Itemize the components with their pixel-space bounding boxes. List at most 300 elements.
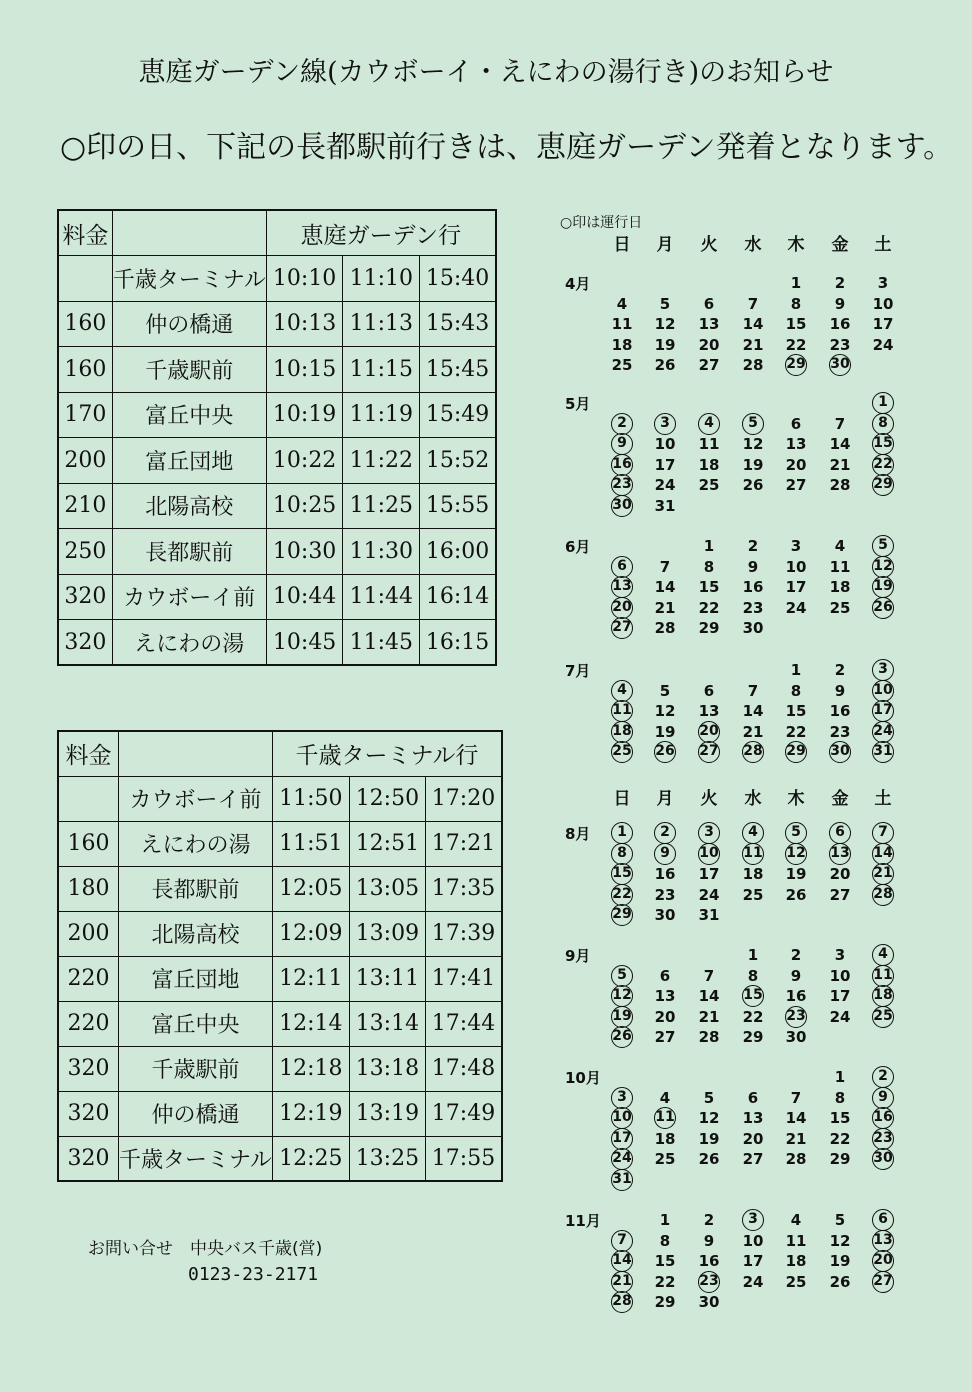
calendar-day: 24 xyxy=(654,476,676,494)
calendar-day-operating: 21 xyxy=(611,1271,633,1293)
calendar-day-operating: 3 xyxy=(611,1087,633,1109)
calendar-day: 2 xyxy=(790,946,802,964)
calendar-day-operating: 29 xyxy=(785,741,807,763)
calendar-day-operating: 19 xyxy=(872,576,894,598)
time-cell: 11:10 xyxy=(343,256,420,302)
calendar-day: 22 xyxy=(742,1007,764,1026)
calendar-day-operating: 15 xyxy=(872,433,894,455)
calendar-day-operating: 24 xyxy=(611,1148,633,1170)
time-cell: 17:21 xyxy=(426,821,502,866)
calendar-day-operating: 6 xyxy=(872,1209,894,1231)
calendar-day: 1 xyxy=(790,274,802,292)
fare-cell: 220 xyxy=(58,1001,119,1046)
fare-cell: 160 xyxy=(58,347,112,393)
calendar-day: 21 xyxy=(654,598,676,617)
time-cell: 11:45 xyxy=(343,620,420,666)
calendar-day: 18 xyxy=(654,1129,676,1148)
time-cell: 15:40 xyxy=(420,256,496,302)
calendar-day-operating: 10 xyxy=(611,1107,633,1129)
calendar-day: 7 xyxy=(834,414,846,433)
calendar-day: 5 xyxy=(834,1211,846,1229)
calendar-day: 13 xyxy=(785,435,807,453)
calendar-day-operating: 1 xyxy=(611,822,633,844)
calendar-day: 27 xyxy=(742,1150,764,1168)
calendar-day: 19 xyxy=(742,455,764,474)
calendar-day: 8 xyxy=(659,1231,671,1250)
calendar-day: 17 xyxy=(698,865,720,883)
calendar-day: 3 xyxy=(790,537,802,555)
calendar-day-operating: 12 xyxy=(872,556,894,578)
stop-cell: えにわの湯 xyxy=(119,821,273,866)
calendar-day-operating: 5 xyxy=(872,535,894,557)
calendar-day: 31 xyxy=(698,906,720,924)
calendar-day-operating: 3 xyxy=(654,413,676,435)
calendar-day: 15 xyxy=(698,578,720,596)
time-cell: 12:18 xyxy=(272,1046,349,1091)
time-cell: 11:19 xyxy=(343,392,420,438)
calendar-day: 19 xyxy=(654,722,676,741)
calendar-day: 5 xyxy=(659,681,671,700)
calendar-day-operating: 3 xyxy=(872,659,894,681)
calendar-day: 28 xyxy=(829,476,851,494)
calendar-day: 25 xyxy=(742,885,764,904)
month-label: 8月 xyxy=(565,825,591,843)
calendar-day-operating: 26 xyxy=(611,1026,633,1048)
calendar-day: 19 xyxy=(654,335,676,354)
calendar-day: 3 xyxy=(877,274,889,292)
calendar-day-operating: 13 xyxy=(611,576,633,598)
time-cell: 13:14 xyxy=(349,1001,425,1046)
weekday-label: 土 xyxy=(874,789,892,809)
calendar-day-operating: 22 xyxy=(611,884,633,906)
calendar-day-operating: 12 xyxy=(785,843,807,865)
calendar-day: 26 xyxy=(698,1150,720,1168)
page-title: 恵庭ガーデン線(カウボーイ・えにわの湯行き)のお知らせ xyxy=(138,57,834,88)
calendar-day-operating: 5 xyxy=(611,965,633,987)
calendar-day: 14 xyxy=(829,435,851,453)
calendar-day-operating: 6 xyxy=(829,822,851,844)
fare-header: 料金 xyxy=(58,731,119,776)
time-cell: 11:25 xyxy=(343,483,420,529)
time-cell: 10:22 xyxy=(266,438,343,484)
calendar-day: 6 xyxy=(703,294,715,313)
calendar-day-operating: 4 xyxy=(698,413,720,435)
calendar-day-operating: 30 xyxy=(829,741,851,763)
calendar-day-operating: 1 xyxy=(872,392,894,414)
calendar-day: 19 xyxy=(829,1252,851,1270)
calendar-day: 14 xyxy=(785,1109,807,1127)
time-cell: 11:51 xyxy=(272,821,349,866)
weekday-label: 金 xyxy=(831,789,849,809)
calendar-day: 15 xyxy=(785,315,807,333)
time-cell: 10:30 xyxy=(266,529,343,575)
fare-cell: 170 xyxy=(58,392,112,438)
calendar-day: 14 xyxy=(742,315,764,333)
calendar-day-operating: 2 xyxy=(654,822,676,844)
calendar-day: 28 xyxy=(742,356,764,374)
weekday-label: 月 xyxy=(656,235,674,255)
calendar-day-operating: 29 xyxy=(872,474,894,496)
calendar-day-operating: 14 xyxy=(872,843,894,865)
direction-header: 恵庭ガーデン行 xyxy=(266,210,496,256)
page-subtitle: ○印の日、下記の長都駅前行きは、恵庭ガーデン発着となります。 xyxy=(60,130,954,165)
time-cell: 10:25 xyxy=(266,483,343,529)
fare-cell: 180 xyxy=(58,866,119,911)
time-cell: 12:11 xyxy=(272,956,349,1001)
calendar-day-operating: 28 xyxy=(872,884,894,906)
calendar-day: 29 xyxy=(698,619,720,637)
calendar-day: 8 xyxy=(790,681,802,700)
time-cell: 17:39 xyxy=(426,911,502,956)
weekday-label: 日 xyxy=(613,789,631,809)
calendar-day: 26 xyxy=(785,885,807,904)
time-cell: 17:49 xyxy=(426,1091,502,1136)
month-label: 4月 xyxy=(565,275,591,293)
calendar-day-operating: 10 xyxy=(698,843,720,865)
calendar-day: 19 xyxy=(698,1129,720,1148)
calendar-day: 8 xyxy=(703,557,715,576)
calendar-day: 2 xyxy=(747,537,759,555)
calendar-day: 8 xyxy=(834,1088,846,1107)
time-cell: 10:45 xyxy=(266,620,343,666)
calendar-day: 16 xyxy=(785,987,807,1005)
weekday-label: 水 xyxy=(744,235,762,255)
calendar-day-operating: 18 xyxy=(872,985,894,1007)
stop-cell: カウボーイ前 xyxy=(119,776,273,821)
calendar-day: 29 xyxy=(829,1150,851,1168)
time-cell: 11:13 xyxy=(343,301,420,347)
calendar-day: 20 xyxy=(742,1129,764,1148)
calendar-day: 18 xyxy=(742,865,764,883)
calendar-day-operating: 27 xyxy=(611,617,633,639)
stop-cell: 千歳ターミナル xyxy=(119,1136,273,1181)
calendar-day: 1 xyxy=(790,661,802,679)
calendar-day: 20 xyxy=(698,335,720,354)
stop-cell: 長都駅前 xyxy=(119,866,273,911)
calendar-day: 22 xyxy=(785,335,807,354)
calendar-day: 9 xyxy=(790,966,802,985)
calendar-day: 23 xyxy=(742,598,764,617)
calendar-day: 17 xyxy=(872,315,894,333)
fare-cell: 210 xyxy=(58,483,112,529)
calendar-day: 6 xyxy=(747,1088,759,1107)
calendar-day: 28 xyxy=(785,1150,807,1168)
calendar-day: 31 xyxy=(654,496,676,515)
calendar-day-operating: 29 xyxy=(785,354,807,376)
calendar-day-operating: 23 xyxy=(611,474,633,496)
calendar-day: 15 xyxy=(654,1252,676,1270)
calendar-day: 22 xyxy=(654,1272,676,1291)
calendar-day-operating: 2 xyxy=(611,413,633,435)
calendar-day-operating: 12 xyxy=(611,985,633,1007)
calendar-day: 9 xyxy=(834,681,846,700)
stop-cell: 仲の橋通 xyxy=(112,301,266,347)
fare-cell: 160 xyxy=(58,301,112,347)
calendar-day-operating: 31 xyxy=(872,741,894,763)
calendar-day: 11 xyxy=(785,1231,807,1250)
calendar-day: 16 xyxy=(829,702,851,720)
calendar-day-operating: 26 xyxy=(872,597,894,619)
calendar-day-operating: 17 xyxy=(872,700,894,722)
stop-cell: 千歳駅前 xyxy=(119,1046,273,1091)
calendar-day-operating: 30 xyxy=(872,1148,894,1170)
calendar-day: 16 xyxy=(829,315,851,333)
calendar-day-operating: 9 xyxy=(654,843,676,865)
calendar-day-operating: 9 xyxy=(872,1087,894,1109)
calendar-day-operating: 17 xyxy=(611,1128,633,1150)
fare-cell: 250 xyxy=(58,529,112,575)
time-cell: 12:19 xyxy=(272,1091,349,1136)
time-cell: 12:25 xyxy=(272,1136,349,1181)
calendar-day-operating: 4 xyxy=(611,680,633,702)
time-cell: 13:19 xyxy=(349,1091,425,1136)
time-cell: 13:09 xyxy=(349,911,425,956)
month-label: 5月 xyxy=(565,395,591,413)
calendar-day: 24 xyxy=(872,335,894,354)
calendar-day-operating: 15 xyxy=(742,985,764,1007)
fare-cell: 320 xyxy=(58,1136,119,1181)
calendar-day: 16 xyxy=(698,1252,720,1270)
calendar-day: 27 xyxy=(829,885,851,904)
calendar-day-operating: 13 xyxy=(872,1230,894,1252)
calendar-day: 26 xyxy=(742,476,764,494)
calendar-day: 9 xyxy=(703,1231,715,1250)
calendar-day: 5 xyxy=(659,294,671,313)
calendar-day: 2 xyxy=(703,1211,715,1229)
calendar-note: ○印は運行日 xyxy=(560,215,643,231)
stop-cell: えにわの湯 xyxy=(112,620,266,666)
calendar-day: 29 xyxy=(742,1028,764,1046)
calendar-day: 2 xyxy=(834,274,846,292)
calendar-day: 12 xyxy=(654,315,676,333)
calendar-day: 23 xyxy=(829,335,851,354)
calendar-day-operating: 23 xyxy=(872,1128,894,1150)
month-label: 11月 xyxy=(565,1212,601,1230)
calendar-day: 27 xyxy=(654,1028,676,1046)
calendar-day: 25 xyxy=(611,356,633,374)
weekday-label: 木 xyxy=(787,235,805,255)
fare-cell: 320 xyxy=(58,1046,119,1091)
calendar-day: 26 xyxy=(654,356,676,374)
calendar-day: 14 xyxy=(742,702,764,720)
calendar-day-operating: 28 xyxy=(611,1291,633,1313)
time-cell: 10:15 xyxy=(266,347,343,393)
calendar-day: 11 xyxy=(829,557,851,576)
calendar-day: 18 xyxy=(611,335,633,354)
fare-header: 料金 xyxy=(58,210,112,256)
calendar-day: 23 xyxy=(654,885,676,904)
calendar-day: 12 xyxy=(742,435,764,453)
calendar-day: 7 xyxy=(747,294,759,313)
calendar-day-operating: 30 xyxy=(829,354,851,376)
calendar-day-operating: 5 xyxy=(785,822,807,844)
calendar-day: 30 xyxy=(742,619,764,637)
fare-cell: 220 xyxy=(58,956,119,1001)
calendar-day-operating: 11 xyxy=(611,700,633,722)
calendar-day: 28 xyxy=(654,619,676,637)
calendar-day: 12 xyxy=(654,702,676,720)
calendar-day-operating: 4 xyxy=(872,944,894,966)
calendar-day: 17 xyxy=(785,578,807,596)
calendar-day: 10 xyxy=(654,435,676,453)
calendar-day: 17 xyxy=(654,455,676,474)
calendar-day-operating: 3 xyxy=(698,822,720,844)
weekday-label: 土 xyxy=(874,235,892,255)
calendar-day: 13 xyxy=(742,1109,764,1127)
calendar-day-operating: 10 xyxy=(872,680,894,702)
calendar-day: 2 xyxy=(834,661,846,679)
calendar-day: 30 xyxy=(654,906,676,924)
stop-cell: 千歳ターミナル xyxy=(112,256,266,302)
calendar-day: 6 xyxy=(790,414,802,433)
calendar-day: 5 xyxy=(703,1088,715,1107)
calendar-day-operating: 13 xyxy=(829,843,851,865)
time-cell: 10:13 xyxy=(266,301,343,347)
calendar-day: 24 xyxy=(698,885,720,904)
calendar-day-operating: 5 xyxy=(742,413,764,435)
calendar-day-operating: 20 xyxy=(611,597,633,619)
calendar-day: 13 xyxy=(698,315,720,333)
calendar-day-operating: 19 xyxy=(611,1006,633,1028)
calendar-day: 24 xyxy=(785,598,807,617)
weekday-label: 月 xyxy=(656,789,674,809)
calendar-day: 27 xyxy=(785,476,807,494)
fare-cell: 320 xyxy=(58,1091,119,1136)
calendar-day: 24 xyxy=(829,1007,851,1026)
fare-cell: 320 xyxy=(58,620,112,666)
time-cell: 16:15 xyxy=(420,620,496,666)
calendar-day: 22 xyxy=(829,1129,851,1148)
calendar-day: 7 xyxy=(747,681,759,700)
calendar-day: 8 xyxy=(790,294,802,313)
month-label: 10月 xyxy=(565,1069,601,1087)
calendar-day: 24 xyxy=(742,1272,764,1291)
contact-label: お問い合せ 中央バス千歳(営) xyxy=(88,1239,323,1259)
time-cell: 17:55 xyxy=(426,1136,502,1181)
calendar-day: 10 xyxy=(829,966,851,985)
stop-cell: 北陽高校 xyxy=(112,483,266,529)
time-cell: 12:14 xyxy=(272,1001,349,1046)
time-cell: 16:14 xyxy=(420,574,496,620)
calendar-day: 25 xyxy=(829,598,851,617)
calendar-day-operating: 22 xyxy=(872,454,894,476)
calendar-day: 4 xyxy=(616,294,628,313)
time-cell: 17:35 xyxy=(426,866,502,911)
calendar-day: 20 xyxy=(785,455,807,474)
calendar-day: 26 xyxy=(829,1272,851,1291)
calendar-day: 18 xyxy=(829,578,851,596)
calendar-day-operating: 27 xyxy=(698,741,720,763)
time-cell: 13:18 xyxy=(349,1046,425,1091)
calendar-day: 20 xyxy=(829,865,851,883)
calendar-day: 13 xyxy=(698,702,720,720)
time-cell: 13:25 xyxy=(349,1136,425,1181)
calendar-day-operating: 16 xyxy=(611,454,633,476)
calendar-day-operating: 9 xyxy=(611,433,633,455)
calendar-day-operating: 29 xyxy=(611,904,633,926)
calendar-day-operating: 4 xyxy=(742,822,764,844)
calendar-day-operating: 11 xyxy=(742,843,764,865)
calendar-day-operating: 28 xyxy=(742,741,764,763)
calendar-day-operating: 8 xyxy=(611,843,633,865)
calendar-day: 29 xyxy=(654,1293,676,1311)
month-label: 9月 xyxy=(565,947,591,965)
calendar-day: 21 xyxy=(698,1007,720,1026)
stop-cell: 千歳駅前 xyxy=(112,347,266,393)
calendar-day-operating: 11 xyxy=(654,1107,676,1129)
calendar-day: 27 xyxy=(698,356,720,374)
weekday-label: 水 xyxy=(744,789,762,809)
calendar-day: 21 xyxy=(829,455,851,474)
calendar-day-operating: 27 xyxy=(872,1271,894,1293)
time-cell: 12:09 xyxy=(272,911,349,956)
time-cell: 13:05 xyxy=(349,866,425,911)
weekday-label: 木 xyxy=(787,789,805,809)
stop-cell: 富丘中央 xyxy=(119,1001,273,1046)
calendar-day: 19 xyxy=(785,865,807,883)
calendar-day: 1 xyxy=(834,1068,846,1086)
calendar-day-operating: 15 xyxy=(611,863,633,885)
calendar-day: 4 xyxy=(790,1211,802,1229)
stop-cell: 富丘中央 xyxy=(112,392,266,438)
stop-cell: 富丘団地 xyxy=(119,956,273,1001)
calendar-day: 1 xyxy=(659,1211,671,1229)
time-cell: 15:52 xyxy=(420,438,496,484)
calendar-day-operating: 7 xyxy=(611,1230,633,1252)
calendar-day: 10 xyxy=(872,294,894,313)
time-cell: 15:55 xyxy=(420,483,496,529)
time-cell: 12:50 xyxy=(349,776,425,821)
time-cell: 17:41 xyxy=(426,956,502,1001)
calendar-day: 28 xyxy=(698,1028,720,1046)
calendar-day: 4 xyxy=(834,537,846,555)
calendar-day-operating: 25 xyxy=(872,1006,894,1028)
calendar-day: 13 xyxy=(654,987,676,1005)
time-cell: 10:19 xyxy=(266,392,343,438)
calendar-day-operating: 23 xyxy=(698,1271,720,1293)
calendar-day: 17 xyxy=(829,987,851,1005)
calendar-day-operating: 30 xyxy=(611,495,633,517)
calendar-day: 6 xyxy=(659,966,671,985)
time-cell: 11:22 xyxy=(343,438,420,484)
calendar-day: 22 xyxy=(785,722,807,741)
calendar-day-operating: 20 xyxy=(698,721,720,743)
calendar-day: 23 xyxy=(829,722,851,741)
stop-cell: 北陽高校 xyxy=(119,911,273,956)
time-cell: 11:15 xyxy=(343,347,420,393)
calendar-day: 12 xyxy=(829,1231,851,1250)
time-cell: 16:00 xyxy=(420,529,496,575)
calendar-day-operating: 3 xyxy=(742,1209,764,1231)
calendar-day-operating: 8 xyxy=(872,413,894,435)
calendar-day: 21 xyxy=(785,1129,807,1148)
calendar-day: 30 xyxy=(698,1293,720,1311)
time-cell: 17:44 xyxy=(426,1001,502,1046)
calendar-day: 7 xyxy=(659,557,671,576)
month-label: 7月 xyxy=(565,662,591,680)
calendar-day-operating: 23 xyxy=(785,1006,807,1028)
fare-cell: 200 xyxy=(58,438,112,484)
calendar-day: 16 xyxy=(654,865,676,883)
stop-cell: 富丘団地 xyxy=(112,438,266,484)
calendar-day: 14 xyxy=(654,578,676,596)
calendar-day: 15 xyxy=(785,702,807,720)
time-cell: 11:30 xyxy=(343,529,420,575)
calendar-day: 8 xyxy=(747,966,759,985)
calendar-day-operating: 26 xyxy=(654,741,676,763)
calendar-day: 11 xyxy=(611,315,633,333)
stop-cell: 長都駅前 xyxy=(112,529,266,575)
